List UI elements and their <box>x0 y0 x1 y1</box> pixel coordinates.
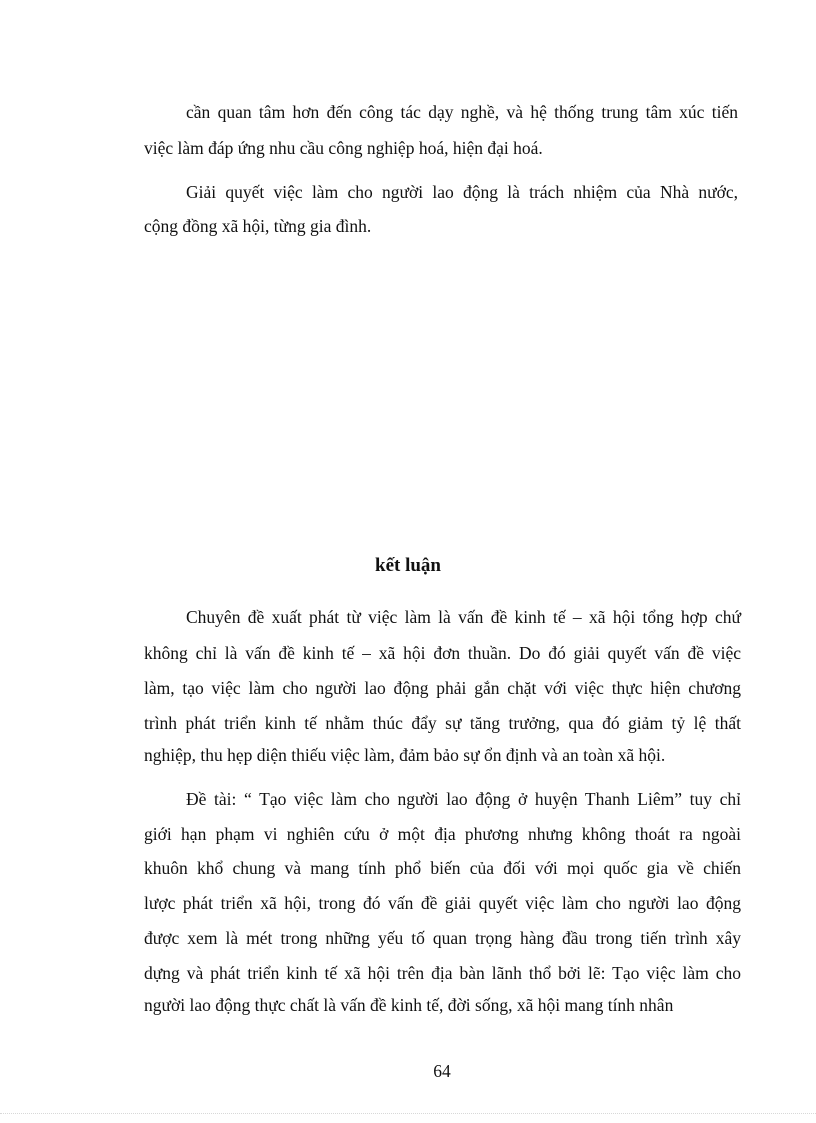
page-bottom-divider <box>0 1113 816 1114</box>
paragraph-line: lược phát triển xã hội, trong đó vấn đề giải quyết việc làm cho người lao động <box>144 893 741 913</box>
paragraph-line: dựng và phát triển kinh tế xã hội trên địa bàn lãnh thổ bởi lẽ: Tạo việc làm cho <box>144 963 741 983</box>
paragraph-line: không chỉ là vấn đề kinh tế – xã hội đơn thuần. Do đó giải quyết vấn đề việc <box>144 643 741 663</box>
paragraph-line: cần quan tâm hơn đến công tác dạy nghề, và hệ thống trung tâm xúc tiến <box>186 102 738 122</box>
paragraph-line: Chuyên đề xuất phát từ việc làm là vấn đề kinh tế – xã hội tổng hợp chứ <box>186 607 741 627</box>
paragraph-line: Đề tài: “ Tạo việc làm cho người lao động ở huyện Thanh Liêm” tuy chỉ <box>186 789 741 809</box>
paragraph-line: việc làm đáp ứng nhu cầu công nghiệp hoá, hiện đại hoá. <box>144 138 543 158</box>
paragraph-line: người lao động thực chất là vấn đề kinh tế, đời sống, xã hội mang tính nhân <box>144 995 674 1015</box>
paragraph-line: cộng đồng xã hội, từng gia đình. <box>144 216 372 236</box>
conclusion-heading: kết luận <box>375 555 441 576</box>
paragraph-line: khuôn khổ chung và mang tính phổ biến của đối với mọi quốc gia về chiến <box>144 858 741 878</box>
paragraph-line: nghiệp, thu hẹp diện thiếu việc làm, đảm bảo sự ổn định và an toàn xã hội. <box>144 745 666 765</box>
paragraph-line: Giải quyết việc làm cho người lao động là trách nhiệm của Nhà nước, <box>186 182 738 202</box>
page-number: 64 <box>433 1061 451 1081</box>
paragraph-line: giới hạn phạm vi nghiên cứu ở một địa phương nhưng không thoát ra ngoài <box>144 824 741 844</box>
paragraph-line: được xem là mét trong những yếu tố quan trọng hàng đầu trong tiến trình xây <box>144 928 741 948</box>
paragraph-line: làm, tạo việc làm cho người lao động phải gắn chặt với việc thực hiện chương <box>144 678 741 698</box>
paragraph-line: trình phát triển kinh tế nhằm thúc đẩy sự tăng trưởng, qua đó giảm tỷ lệ thất <box>144 713 741 733</box>
